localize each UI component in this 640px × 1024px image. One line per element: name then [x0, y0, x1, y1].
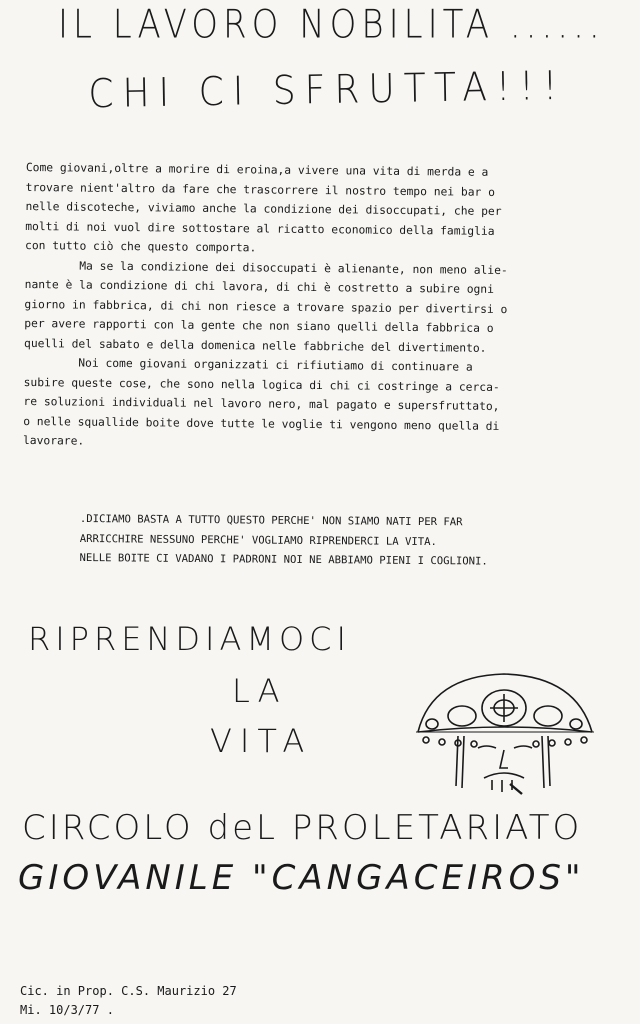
- declaration-line-2: NELLE BOITE CI VADANO I PADRONI NOI NE ABBIAMO PIENI I COGLIONI.: [79, 551, 488, 568]
- signature-line-2: GIOVANILE "CANGACEIROS": [18, 858, 585, 898]
- paragraph-1: Come giovani,oltre a morire di eroina,a vivere una vita di merda e a trovare nient'altro da fare che trascorrere il nostro tempo nei bar o nelle discoteche, viviamo anche la condizione dei disoccupati, che per molti di noi vuol dire sottostare al ricatto economico della famiglia con tutto ciò che questo comporta.: [25, 160, 502, 255]
- declaration-line-1: .DICIAMO BASTA A TUTTO QUESTO PERCHE' NON SIAMO NATI PER FAR ARRICCHIRE NESSUNO PERCHE' VOGLIAMO RIPRENDERCI LA VITA.: [79, 512, 463, 548]
- slogan-line-2: LA: [232, 672, 287, 710]
- footer-line-1: Cic. in Prop. C.S. Maurizio 27: [20, 984, 237, 998]
- headline-line-1: IL LAVORO NOBILITA ......: [58, 2, 605, 48]
- footer-line-2: Mi. 10/3/77 .: [20, 1003, 114, 1017]
- slogan-line-3: VITA: [210, 722, 313, 760]
- declaration-block: [79, 510, 599, 573]
- cangaceiro-hat-drawing-icon: [412, 668, 598, 796]
- print-footer: [20, 982, 237, 1020]
- paragraph-2: Ma se la condizione dei disoccupati è alienante, non meno alie- nante è la condizione di chi lavora, di chi è costretto a subire ogni giorno in fabbrica, di chi non riesce a trovare spazio per divertirsi o per avere rapporti con la gente che non siano quelli della fabbrica o quelli del sabato e della domenica nelle fabbriche del divertimento.: [23, 258, 508, 355]
- paragraph-3: Noi come giovani organizzati ci rifiutiamo di continuare a subire queste cose, che sono nella logica di chi ci costringe a cerca- re soluzioni individuali nel lavoro nero, mal pagato e supersfruttato, o nelle squallide boite dove tutte le voglie ti vengono meno quella di lavorare.: [22, 355, 500, 448]
- slogan-line-1: RIPRENDIAMOCI: [28, 620, 351, 658]
- headline-line-2: CHI CI SFRUTTA!!!: [88, 63, 567, 118]
- manifesto-body: [23, 158, 596, 456]
- signature-line-1: CIRCOLO deL PROLETARIATO: [22, 808, 583, 848]
